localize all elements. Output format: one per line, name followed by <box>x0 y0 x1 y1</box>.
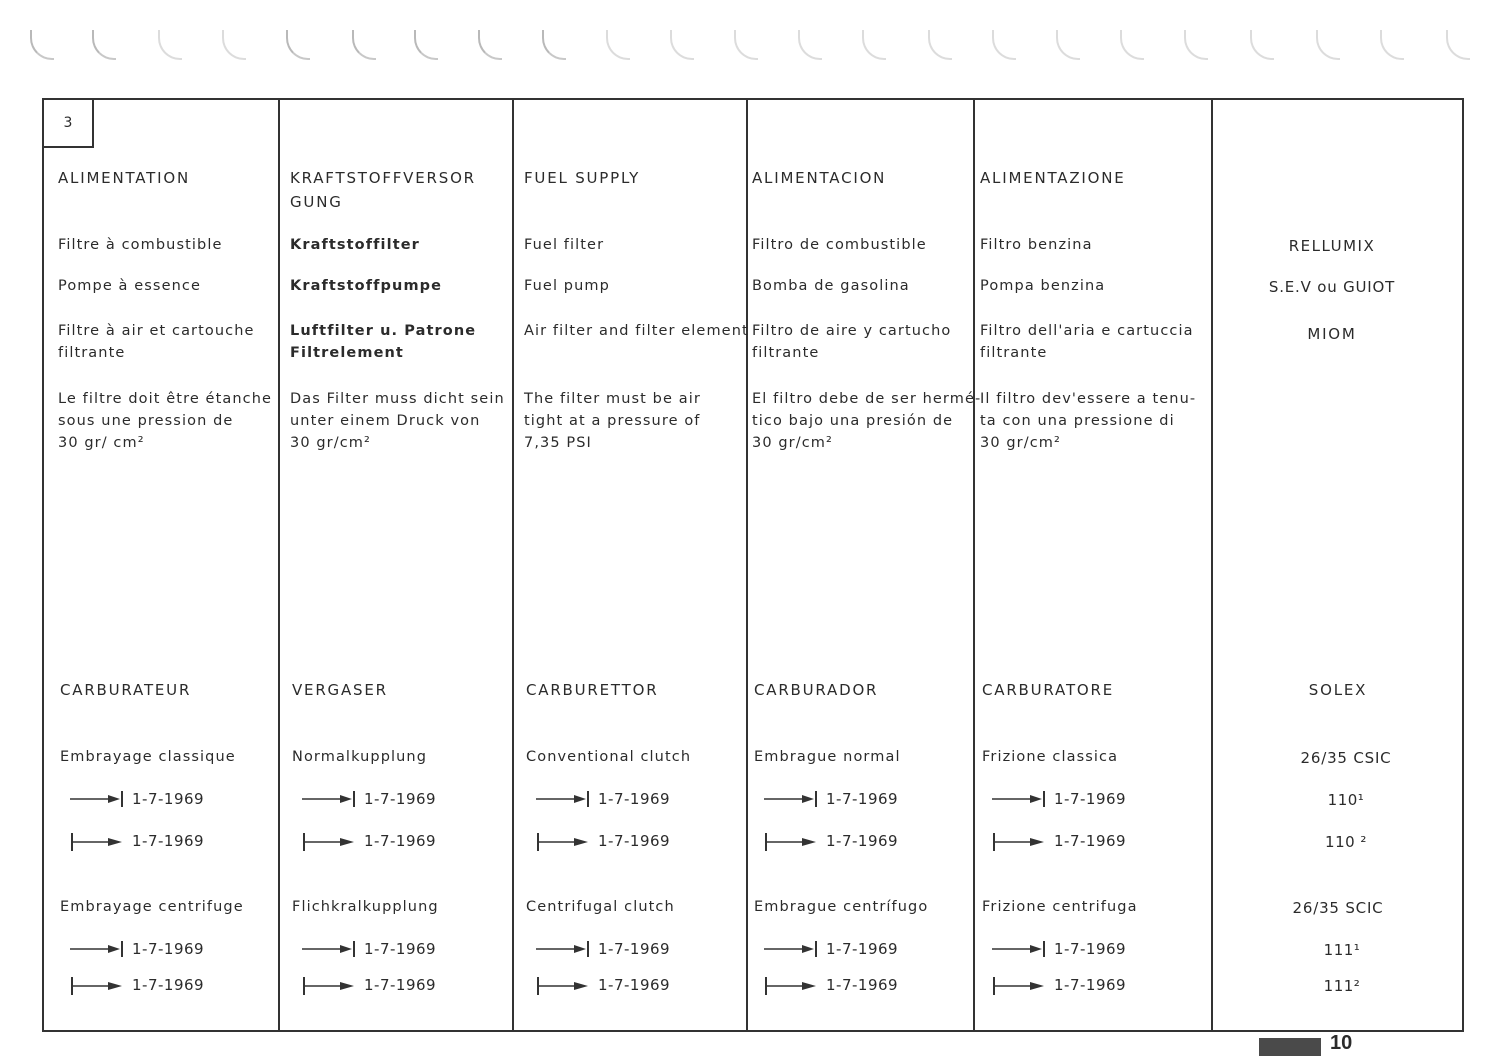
label-clutch-classic: Conventional clutch <box>526 749 692 765</box>
row-after-date <box>990 830 1126 852</box>
row-before-date <box>534 938 670 960</box>
arrow-icon <box>68 939 128 959</box>
date-label: 1-7-1969 <box>364 940 437 958</box>
column-divider <box>512 100 514 1030</box>
date-label: 1-7-1969 <box>132 832 205 850</box>
label-clutch-centrifugal: Flichkralkupplung <box>292 899 439 915</box>
section-number: 3 <box>42 98 94 148</box>
date-label: 1-7-1969 <box>132 940 205 958</box>
row-after-date <box>68 830 204 852</box>
label-seal-note: Das Filter muss dicht sein unter einem Druck von 30 gr/cm² <box>290 391 505 451</box>
row-after-date <box>762 974 898 996</box>
label-air-filter: Filtro dell'aria e cartuccia filtrante <box>980 323 1194 361</box>
label-fuel-filter: Fuel filter <box>524 237 605 253</box>
arrow-icon <box>68 975 128 995</box>
arrow-icon <box>300 939 360 959</box>
binder-hole <box>1380 30 1404 60</box>
date-label: 1-7-1969 <box>1054 976 1127 994</box>
arrow-icon <box>762 831 822 851</box>
label-seal-note: Le filtre doit être étanche sous une pression de 30 gr/ cm² <box>58 391 273 451</box>
section-heading-carburettor: CARBURADOR <box>754 681 879 699</box>
label-clutch-centrifugal: Embrayage centrifuge <box>60 899 244 915</box>
binder-hole <box>158 30 182 60</box>
arrow-icon <box>990 939 1050 959</box>
row-before-date <box>68 788 204 810</box>
row-after-date <box>762 830 898 852</box>
column-divider <box>278 100 280 1030</box>
date-label: 1-7-1969 <box>1054 940 1127 958</box>
label-fuel-filter: Kraftstoffilter <box>290 237 420 253</box>
binder-hole <box>1184 30 1208 60</box>
binder-hole <box>542 30 566 60</box>
arrow-icon <box>762 975 822 995</box>
date-label: 1-7-1969 <box>1054 790 1127 808</box>
date-label: 1-7-1969 <box>826 976 899 994</box>
date-label: 1-7-1969 <box>598 976 671 994</box>
model-classic: 26/35 CSIC <box>1300 749 1392 767</box>
date-label: 1-7-1969 <box>364 976 437 994</box>
label-fuel-pump: Bomba de gasolina <box>752 278 910 294</box>
binder-holes <box>0 30 1500 80</box>
arrow-icon <box>300 789 360 809</box>
section-heading-fuel-supply: ALIMENTATION <box>58 169 190 187</box>
jet-centrifugal-after: 111² <box>1323 977 1361 995</box>
label-clutch-centrifugal: Frizione centrifuga <box>982 899 1138 915</box>
date-label: 1-7-1969 <box>826 790 899 808</box>
arrow-icon <box>534 831 594 851</box>
page-marker-bar <box>1259 1038 1321 1056</box>
row-after-date <box>534 830 670 852</box>
label-clutch-centrifugal: Centrifugal clutch <box>526 899 675 915</box>
jet-classic-before: 110¹ <box>1327 791 1365 809</box>
arrow-icon <box>68 789 128 809</box>
binder-hole <box>1056 30 1080 60</box>
date-label: 1-7-1969 <box>598 790 671 808</box>
arrow-icon <box>990 789 1050 809</box>
brand-fuel-filter: RELLUMIX <box>1288 237 1376 255</box>
binder-hole <box>1120 30 1144 60</box>
row-before-date <box>300 938 436 960</box>
date-label: 1-7-1969 <box>826 832 899 850</box>
date-label: 1-7-1969 <box>132 790 205 808</box>
row-after-date <box>990 974 1126 996</box>
binder-hole <box>478 30 502 60</box>
row-before-date <box>300 788 436 810</box>
column-divider <box>746 100 748 1030</box>
section-heading-fuel-supply: ALIMENTACION <box>752 169 887 187</box>
row-before-date <box>762 938 898 960</box>
model-centrifugal: 26/35 SCIC <box>1292 899 1384 917</box>
label-fuel-filter: Filtro de combustible <box>752 237 927 253</box>
label-clutch-classic: Embrayage classique <box>60 749 236 765</box>
date-label: 1-7-1969 <box>826 940 899 958</box>
jet-centrifugal-before: 111¹ <box>1323 941 1361 959</box>
label-fuel-pump: Kraftstoffpumpe <box>290 278 443 294</box>
row-before-date <box>534 788 670 810</box>
arrow-icon <box>300 831 360 851</box>
binder-hole <box>286 30 310 60</box>
binder-hole <box>992 30 1016 60</box>
section-heading-fuel-supply: KRAFTSTOFFVERSOR GUNG <box>290 169 476 211</box>
binder-hole <box>798 30 822 60</box>
binder-hole <box>734 30 758 60</box>
date-label: 1-7-1969 <box>132 976 205 994</box>
label-clutch-classic: Normalkupplung <box>292 749 428 765</box>
label-seal-note: The filter must be air tight at a pressure of 7,35 PSI <box>524 391 701 451</box>
row-before-date <box>990 788 1126 810</box>
binder-hole <box>670 30 694 60</box>
binder-hole <box>352 30 376 60</box>
binder-hole <box>414 30 438 60</box>
label-fuel-filter: Filtre à combustible <box>58 237 223 253</box>
arrow-icon <box>68 831 128 851</box>
section-heading-carburettor: VERGASER <box>292 681 388 699</box>
arrow-icon <box>534 789 594 809</box>
brand-fuel-pump: S.E.V ou GUIOT <box>1268 278 1396 296</box>
jet-classic-after: 110 ² <box>1325 833 1367 851</box>
arrow-icon <box>300 975 360 995</box>
brand-air-filter: MIOM <box>1307 325 1357 343</box>
row-after-date <box>68 974 204 996</box>
date-label: 1-7-1969 <box>1054 832 1127 850</box>
date-label: 1-7-1969 <box>364 832 437 850</box>
row-before-date <box>990 938 1126 960</box>
row-before-date <box>762 788 898 810</box>
binder-hole <box>606 30 630 60</box>
label-fuel-pump: Pompa benzina <box>980 278 1106 294</box>
binder-hole <box>92 30 116 60</box>
column-divider <box>973 100 975 1030</box>
label-air-filter: Luftfilter u. Patrone Filtrelement <box>290 323 477 361</box>
label-seal-note: Il filtro dev'essere a tenu- ta con una pressione di 30 gr/cm² <box>980 391 1197 451</box>
row-after-date <box>534 974 670 996</box>
brand-carburettor: SOLEX <box>1308 681 1368 699</box>
section-heading-carburettor: CARBURETTOR <box>526 681 659 699</box>
label-air-filter: Filtre à air et cartouche filtrante <box>58 323 255 361</box>
arrow-icon <box>990 975 1050 995</box>
label-fuel-filter: Filtro benzina <box>980 237 1093 253</box>
label-air-filter: Filtro de aire y cartucho filtrante <box>752 323 952 361</box>
arrow-icon <box>762 789 822 809</box>
page-number: 10 <box>1330 1032 1353 1054</box>
arrow-icon <box>534 939 594 959</box>
row-after-date <box>300 830 436 852</box>
label-clutch-centrifugal: Embrague centrífugo <box>754 899 929 915</box>
label-fuel-pump: Fuel pump <box>524 278 610 294</box>
binder-hole <box>1250 30 1274 60</box>
binder-hole <box>928 30 952 60</box>
row-before-date <box>68 938 204 960</box>
binder-hole <box>1316 30 1340 60</box>
binder-hole <box>862 30 886 60</box>
arrow-icon <box>990 831 1050 851</box>
binder-hole <box>222 30 246 60</box>
date-label: 1-7-1969 <box>598 940 671 958</box>
label-seal-note: El filtro debe de ser hermé- tico bajo una presión de 30 gr/cm² <box>752 391 982 451</box>
label-clutch-classic: Embrague normal <box>754 749 901 765</box>
section-heading-fuel-supply: FUEL SUPPLY <box>524 169 641 187</box>
section-heading-fuel-supply: ALIMENTAZIONE <box>980 169 1126 187</box>
section-heading-carburettor: CARBURATEUR <box>60 681 192 699</box>
date-label: 1-7-1969 <box>598 832 671 850</box>
binder-hole <box>30 30 54 60</box>
label-air-filter: Air filter and filter element <box>524 323 749 339</box>
arrow-icon <box>534 975 594 995</box>
row-after-date <box>300 974 436 996</box>
label-fuel-pump: Pompe à essence <box>58 278 201 294</box>
binder-hole <box>1446 30 1470 60</box>
label-clutch-classic: Frizione classica <box>982 749 1119 765</box>
section-heading-carburettor: CARBURATORE <box>982 681 1115 699</box>
date-label: 1-7-1969 <box>364 790 437 808</box>
arrow-icon <box>762 939 822 959</box>
